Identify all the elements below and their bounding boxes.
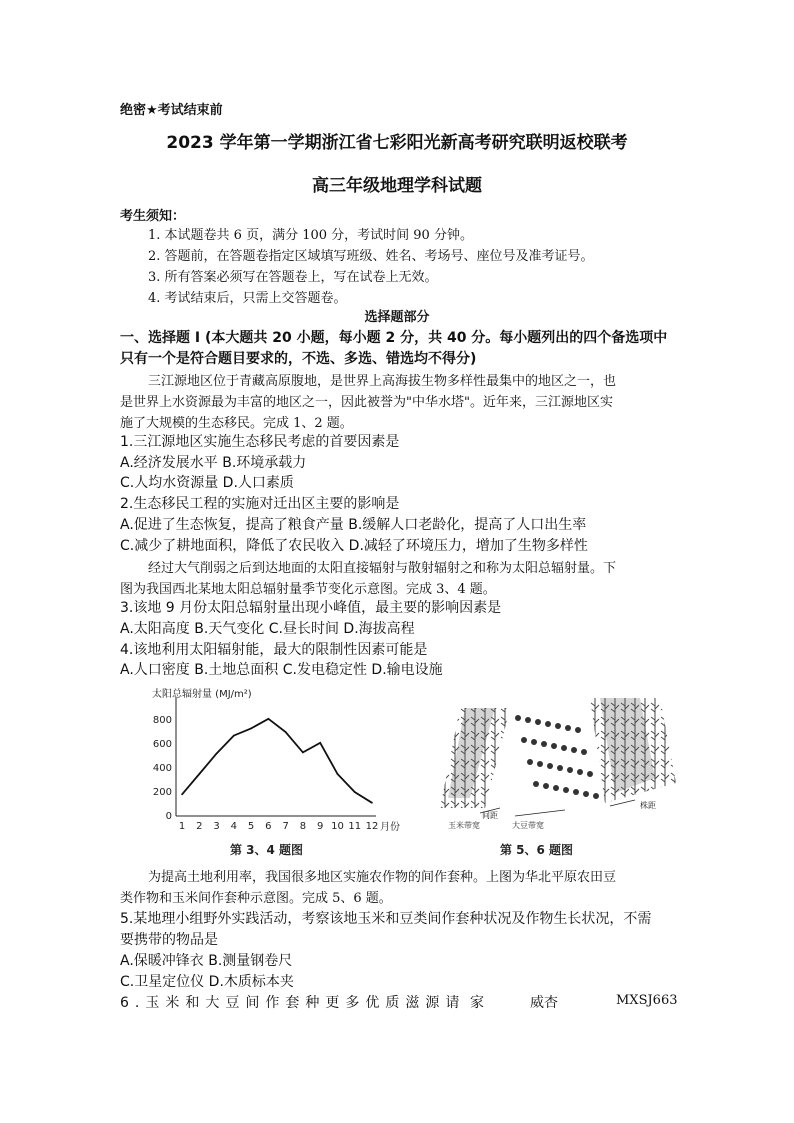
watermark-text: 家	[470, 995, 484, 1011]
notice-item: 3. 所有答案必须写在答题卷上，写在试卷上无效。	[148, 270, 438, 285]
soybean-plant	[583, 791, 589, 797]
soybean-plant	[521, 737, 527, 743]
chart-x-tick-label: 6	[265, 821, 272, 832]
notice-item: 1. 本试题卷共 6 页，满分 100 分，考试时间 90 分钟。	[148, 228, 473, 243]
soybean-plant	[551, 743, 557, 749]
doc-code: MXSJ663	[616, 993, 678, 1008]
question-options: A.促进了生态恢复，提高了粮食产量 B.缓解人口老龄化，提高了人口出生率	[120, 517, 587, 533]
question-stem: 4.该地利用太阳辐射能，最大的限制性因素可能是	[120, 642, 428, 658]
intercropping-figure	[440, 688, 676, 860]
chart-x-tick-label: 10	[331, 821, 344, 832]
chart-y-tick-label: 400	[152, 763, 172, 774]
soybean-plant	[577, 769, 583, 775]
exam-title: 2023 学年第一学期浙江省七彩阳光新高考研究联明返校联考	[166, 133, 628, 153]
notice-heading: 考生须知：	[120, 209, 186, 224]
section-title: 选择题部分	[364, 310, 430, 325]
chart-x-tick-label: 3	[213, 821, 220, 832]
passage-line: 施了大规模的生态移民。完成 1、2 题。	[120, 416, 353, 431]
chart-caption: 第 3、4 题图	[230, 843, 304, 857]
soybean-plant	[533, 781, 539, 787]
passage-line: 类作物和玉米间作套种示意图。完成 5、6 题。	[120, 891, 392, 906]
soybean-plant	[563, 787, 569, 793]
label-row-spacing: 间距	[482, 811, 498, 820]
soybean-plant	[553, 785, 559, 791]
chart-x-tick-label: 4	[230, 821, 238, 832]
notice-item: 4. 考试结束后，只需上交答题卷。	[148, 291, 347, 306]
label-corn-width: 玉米带宽	[448, 821, 480, 830]
soybean-plant	[581, 749, 587, 755]
question-stem: 要携带的物品是	[120, 932, 218, 948]
chart-x-tick-label: 7	[282, 821, 289, 832]
passage-line: 三江源地区位于青藏高原腹地，是世界上高海拔生物多样性最集中的地区之一，也	[148, 374, 617, 389]
chart-x-tick-label: 11	[348, 821, 362, 832]
soybean-plant	[531, 739, 537, 745]
soybean-plant	[561, 745, 567, 751]
question-options: A.经济发展水平 B.环境承载力	[120, 455, 307, 471]
notice-item: 2. 答题前，在答题卷指定区域填写班级、姓名、考场号、座位号及准考证号。	[148, 249, 594, 264]
soybean-plant	[573, 789, 579, 795]
figure-right-caption: 第 5、6 题图	[500, 843, 574, 857]
soybean-plant	[571, 747, 577, 753]
soybean-plant	[545, 721, 551, 727]
soybean-rows	[515, 715, 599, 799]
section-instructions-line2: 只有一个是符合题目要求的，不选、多选、错选均不得分)	[120, 351, 477, 367]
soybean-plant	[547, 763, 553, 769]
soybean-plant	[575, 727, 581, 733]
section-instructions-line1: 一、选择题 Ⅰ (本大题共 20 小题，每小题 2 分，共 40 分。每小题列出的四个备选项中	[120, 330, 668, 346]
soybean-plant	[515, 715, 521, 721]
soybean-plant	[587, 771, 593, 777]
chart-x-tick-label: 2	[196, 821, 203, 832]
question-stem: 2.生态移民工程的实施对迁出区主要的影响是	[120, 496, 400, 512]
question-options: C.减少了耕地面积，降低了农民收入 D.减轻了环境压力，增加了生物多样性	[120, 538, 588, 554]
confidential-mark: 绝密★考试结束前	[120, 103, 223, 118]
soybean-plant	[543, 783, 549, 789]
soybean-plant	[527, 759, 533, 765]
corn-rows-right	[590, 698, 676, 803]
question-options: A.人口密度 B.土地总面积 C.发电稳定性 D.输电设施	[120, 662, 443, 678]
soybean-plant	[593, 793, 599, 799]
chart-x-tick-label: 5	[247, 821, 255, 832]
solar-radiation-chart	[140, 680, 410, 860]
chart-y-tick-label: 200	[152, 787, 172, 798]
chart-x-tick-label: 9	[316, 821, 324, 832]
question-stem: 1.三江源地区实施生态移民考虑的首要因素是	[120, 434, 400, 450]
chart-x-tick-label: 1	[178, 821, 186, 832]
question-stem: 5.某地理小组野外实践活动，考察该地玉米和豆类间作套种状况及作物生长状况，不需	[120, 911, 652, 927]
exam-subtitle: 高三年级地理学科试题	[312, 176, 482, 196]
chart-y-tick-label: 600	[152, 739, 172, 750]
question-options: A.太阳高度 B.天气变化 C.昼长时间 D.海拔高程	[120, 621, 415, 637]
soybean-plant	[567, 767, 573, 773]
soybean-plant	[541, 741, 547, 747]
soybean-plant	[535, 719, 541, 725]
chart-x-label: 月份	[380, 822, 400, 833]
question-stem: 3.该地 9 月份太阳总辐射量出现小峰值，最主要的影响因素是	[120, 600, 502, 616]
chart-y-tick-label: 800	[152, 715, 172, 726]
passage-line: 是世界上水资源最为丰富的地区之一，因此被誉为"中华水塔"。近年来，三江源地区实	[120, 395, 613, 410]
question-options: A.保暖冲锋衣 B.测量钢卷尺	[120, 953, 293, 969]
soybean-plant	[555, 723, 561, 729]
chart-y-tick-label: 0	[165, 811, 172, 822]
passage-line: 为提高土地利用率，我国很多地区实施农作物的间作套种。上图为华北平原农田豆	[148, 870, 617, 885]
chart-x-tick-label: 8	[299, 821, 307, 832]
question-stem: 6.玉米和大豆间作套种更多优质滋源请	[120, 995, 466, 1011]
chart-x-tick-label: 12	[365, 821, 379, 832]
soybean-plant	[537, 761, 543, 767]
label-soy-width: 大豆带宽	[512, 821, 544, 830]
chart-title: 太阳总辐射量 (MJ/m²)	[152, 689, 252, 700]
soybean-plant	[525, 717, 531, 723]
corn-rows-left	[440, 708, 510, 808]
question-options: C.人均水资源量 D.人口素质	[120, 475, 294, 491]
passage-line: 经过大气削弱之后到达地面的太阳直接辐射与散射辐射之和称为太阳总辐射量。下	[148, 561, 617, 576]
soybean-plant	[565, 725, 571, 731]
passage-line: 图为我国西北某地太阳总辐射量季节变化示意图。完成 3、4 题。	[120, 582, 496, 597]
soybean-plant	[557, 765, 563, 771]
question-options: C.卫星定位仪 D.木质标本夹	[120, 974, 294, 990]
chart-series-line	[182, 719, 372, 803]
watermark-text: 威杏	[530, 995, 558, 1011]
label-plant-spacing: 株距	[640, 801, 656, 810]
